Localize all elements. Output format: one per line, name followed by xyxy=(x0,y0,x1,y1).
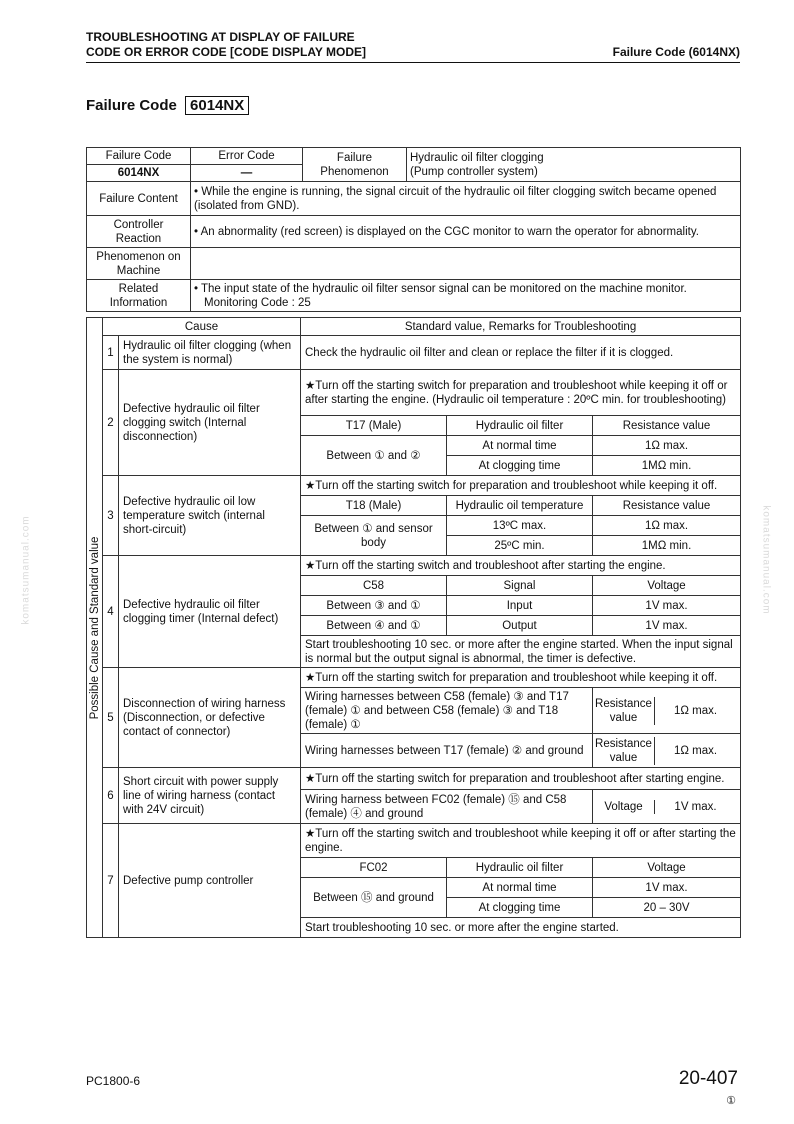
footer-revision-mark: ① xyxy=(726,1095,736,1107)
cause-2-row2-condition: At clogging time xyxy=(447,456,593,476)
cause-4-row1-signal: Input xyxy=(447,596,593,616)
header-cause: Cause xyxy=(103,318,301,336)
possible-cause-side-label-cell xyxy=(87,318,103,938)
cause-7-row1-voltage: 1V max. xyxy=(593,878,741,898)
possible-cause-side-label: Possible Cause and Standard value xyxy=(88,536,101,719)
cause-2-header-connector: T17 (Male) xyxy=(301,416,447,436)
cause-4-row1-between: Between ③ and ① xyxy=(301,596,447,616)
header-failure-code: Failure Code xyxy=(87,148,191,165)
page-title xyxy=(86,97,249,114)
page-header xyxy=(86,30,740,60)
cause-6-row1-value: 1V max. xyxy=(674,800,717,813)
cause-4-text: Defective hydraulic oil filter clogging timer (Internal defect) xyxy=(119,556,301,668)
cause-3-text: Defective hydraulic oil low temperature switch (internal short-circuit) xyxy=(119,476,301,556)
cause-5-row2-values xyxy=(593,734,741,768)
cause-3-row1-value: 1Ω max. xyxy=(593,516,741,536)
cause-5-number: 5 xyxy=(103,668,119,768)
cause-5-row1-values xyxy=(593,688,741,734)
cause-1-number: 1 xyxy=(103,336,119,370)
phenomenon-line-2: (Pump controller system) xyxy=(410,165,538,178)
cause-4-row2-voltage: 1V max. xyxy=(593,616,741,636)
footer-model: PC1800-6 xyxy=(86,1074,141,1088)
cause-5-row2-label: Resistance value xyxy=(593,737,655,765)
related-information-value xyxy=(191,280,741,312)
failure-code-value: 6014NX xyxy=(87,165,191,182)
cause-3-row2-value: 1MΩ min. xyxy=(593,536,741,556)
cause-2-row1-condition: At normal time xyxy=(447,436,593,456)
cause-2-text: Defective hydraulic oil filter clogging switch (Internal disconnection) xyxy=(119,370,301,476)
cause-6-row1-harness: Wiring harness between FC02 (female) ⑮ and C58 (female) ④ and ground xyxy=(301,790,593,824)
cause-4-note: ★Turn off the starting switch and troubleshoot after starting the engine. xyxy=(301,556,741,576)
controller-reaction-value: • An abnormality (red screen) is displayed on the CGC monitor to warn the operator for abnormality. xyxy=(191,216,741,248)
phenomenon-on-machine-value xyxy=(191,248,741,280)
failure-content-value: • While the engine is running, the signal circuit of the hydraulic oil filter clogging switch became opened (isolated from GND). xyxy=(191,182,741,216)
failure-phenomenon-value xyxy=(407,148,741,182)
cause-6-note: ★Turn off the starting switch for preparation and troubleshoot after starting engine. xyxy=(301,768,741,790)
cause-2-row1-value: 1Ω max. xyxy=(593,436,741,456)
cause-7-row2-condition: At clogging time xyxy=(447,898,593,918)
cause-4-number: 4 xyxy=(103,556,119,668)
cause-4-row2-signal: Output xyxy=(447,616,593,636)
cause-3-row2-condition: 25ºC min. xyxy=(447,536,593,556)
phenomenon-line-1: Hydraulic oil filter clogging xyxy=(410,151,544,164)
cause-6-row1-values xyxy=(593,790,741,824)
cause-7-footnote: Start troubleshooting 10 sec. or more after the engine started. xyxy=(301,918,741,938)
cause-4-row1-voltage: 1V max. xyxy=(593,596,741,616)
cause-4-row2-between: Between ④ and ① xyxy=(301,616,447,636)
cause-5-note: ★Turn off the starting switch for preparation and troubleshoot while keeping it off. xyxy=(301,668,741,688)
title-prefix: Failure Code xyxy=(86,97,177,114)
possible-cause-table xyxy=(86,317,741,938)
cause-4-header-signal: Signal xyxy=(447,576,593,596)
cause-2-note: ★Turn off the starting switch for preparation and troubleshoot while keeping it off or after starting the engine. (Hydraulic oil temperature : 20ºC min. for troubleshooting) xyxy=(301,370,741,416)
header-standard-value: Standard value, Remarks for Troubleshooting xyxy=(301,318,741,336)
cause-7-between: Between ⑮ and ground xyxy=(301,878,447,918)
watermark-left: komatsumanual.com xyxy=(20,515,32,625)
cause-7-note: ★Turn off the starting switch and troubleshoot while keeping it off or after starting the engine. xyxy=(301,824,741,858)
cause-7-header-condition: Hydraulic oil filter xyxy=(447,858,593,878)
cause-7-row2-voltage: 20 – 30V xyxy=(593,898,741,918)
related-information-label: Related Information xyxy=(87,280,191,312)
controller-reaction-label: Controller Reaction xyxy=(87,216,191,248)
cause-1-text: Hydraulic oil filter clogging (when the system is normal) xyxy=(119,336,301,370)
cause-3-row1-condition: 13ºC max. xyxy=(447,516,593,536)
failure-summary-table xyxy=(86,147,741,312)
failure-content-label: Failure Content xyxy=(87,182,191,216)
cause-2-number: 2 xyxy=(103,370,119,476)
cause-7-row1-condition: At normal time xyxy=(447,878,593,898)
cause-3-header-condition: Hydraulic oil temperature xyxy=(447,496,593,516)
cause-4-header-connector: C58 xyxy=(301,576,447,596)
cause-5-row2-harness: Wiring harnesses between T17 (female) ② and ground xyxy=(301,734,593,768)
cause-2-header-value: Resistance value xyxy=(593,416,741,436)
cause-3-between: Between ① and sensor body xyxy=(301,516,447,556)
cause-4-header-voltage: Voltage xyxy=(593,576,741,596)
title-code-box: 6014NX xyxy=(185,96,249,115)
cause-7-text: Defective pump controller xyxy=(119,824,301,938)
header-line-1: TROUBLESHOOTING AT DISPLAY OF FAILURE xyxy=(86,30,355,44)
failure-phenomenon-label: Failure Phenomenon xyxy=(303,148,407,182)
header-line-2: CODE OR ERROR CODE [CODE DISPLAY MODE] xyxy=(86,45,367,59)
footer-page-number: 20-407 xyxy=(678,1068,738,1089)
cause-3-number: 3 xyxy=(103,476,119,556)
related-line-1: • The input state of the hydraulic oil filter sensor signal can be monitored on the machine monitor. xyxy=(194,282,687,295)
cause-6-row1-label: Voltage xyxy=(593,800,655,814)
cause-7-header-voltage: Voltage xyxy=(593,858,741,878)
cause-2-header-condition: Hydraulic oil filter xyxy=(447,416,593,436)
related-line-2: Monitoring Code : 25 xyxy=(204,296,311,309)
watermark-right: komatsumanual.com xyxy=(760,505,772,615)
cause-3-header-value: Resistance value xyxy=(593,496,741,516)
header-error-code: Error Code xyxy=(191,148,303,165)
cause-3-note: ★Turn off the starting switch for preparation and troubleshoot while keeping it off. xyxy=(301,476,741,496)
cause-2-row2-value: 1MΩ min. xyxy=(593,456,741,476)
cause-6-text: Short circuit with power supply line of wiring harness (contact with 24V circuit) xyxy=(119,768,301,824)
cause-1-remark: Check the hydraulic oil filter and clean or replace the filter if it is clogged. xyxy=(301,336,741,370)
cause-5-row2-value: 1Ω max. xyxy=(673,744,718,757)
cause-5-text: Disconnection of wiring harness (Disconnection, or defective contact of connector) xyxy=(119,668,301,768)
cause-7-header-connector: FC02 xyxy=(301,858,447,878)
error-code-value: — xyxy=(191,165,303,182)
header-rule xyxy=(86,62,740,63)
cause-2-between: Between ① and ② xyxy=(301,436,447,476)
cause-5-row1-value: 1Ω max. xyxy=(673,704,718,717)
cause-3-header-connector: T18 (Male) xyxy=(301,496,447,516)
header-right-title: Failure Code (6014NX) xyxy=(612,45,740,59)
cause-6-number: 6 xyxy=(103,768,119,824)
cause-4-footnote: Start troubleshooting 10 sec. or more after the engine started. When the input signal is normal but the output signal is abnormal, the timer is defective. xyxy=(301,636,741,668)
cause-7-number: 7 xyxy=(103,824,119,938)
cause-5-row1-label: Resistance value xyxy=(593,697,655,725)
cause-5-row1-harness: Wiring harnesses between C58 (female) ③ and T17 (female) ① and between C58 (female) ③ and T18 (female) ① xyxy=(301,688,593,734)
phenomenon-on-machine-label: Phenomenon on Machine xyxy=(87,248,191,280)
